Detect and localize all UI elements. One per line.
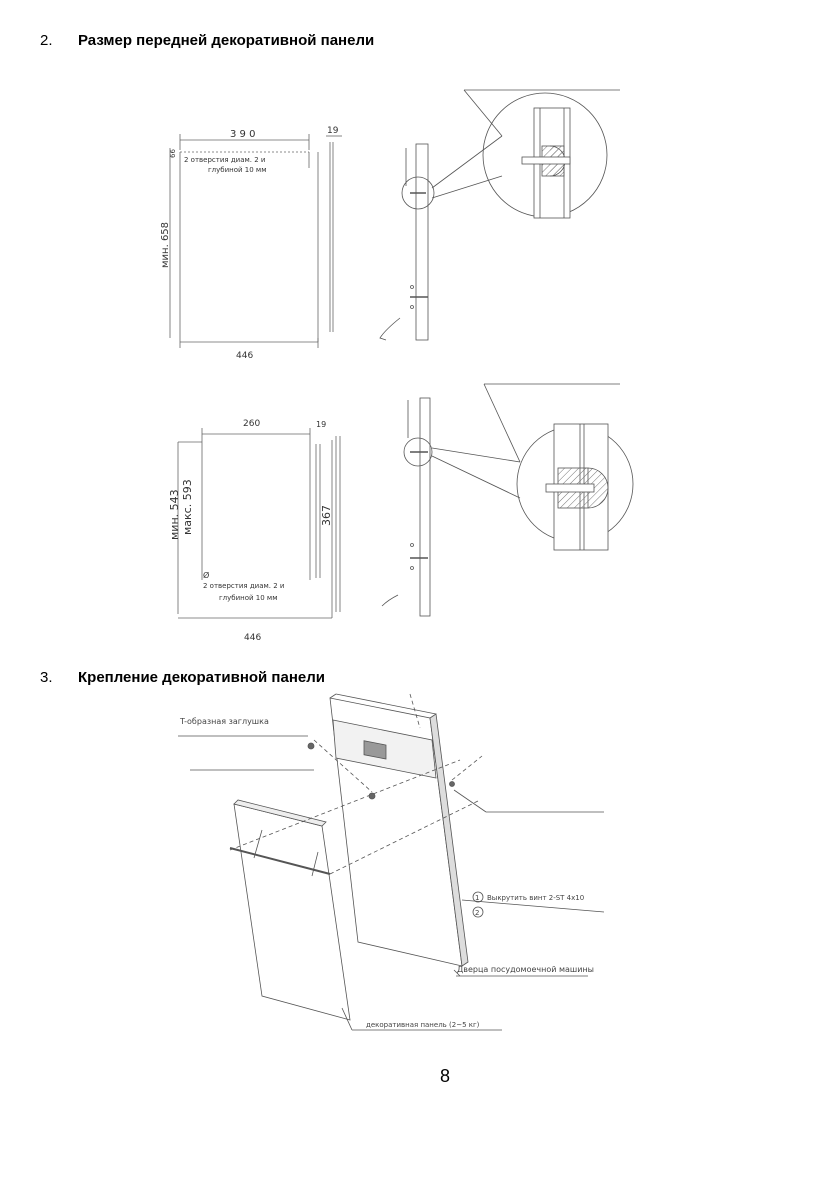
dim-height-min-543: мин. 543 xyxy=(168,489,181,540)
drawing-side-view-top xyxy=(380,90,620,340)
section-number: 2. xyxy=(40,32,53,49)
dim-width-390: 3 9 0 xyxy=(230,129,256,140)
dim-hole-spacing-367: 367 xyxy=(320,505,333,526)
page-number: 8 xyxy=(440,1066,451,1086)
section-title: Размер передней декоративной панели xyxy=(78,32,375,49)
dim-height-min-658: мин. 658 xyxy=(160,221,171,268)
section-title: Крепление декоративной панели xyxy=(78,669,325,686)
dim-height-max-593: макс. 593 xyxy=(181,479,194,535)
drawing-side-view-middle xyxy=(382,384,633,616)
hole-note-line1: 2 отверстия диам. 2 и xyxy=(203,582,285,590)
label-dishwasher-door: Дверца посудомоечной машины xyxy=(457,965,594,974)
dim-offset-66: 66 xyxy=(169,149,177,158)
step-2-number: 2 xyxy=(475,909,480,917)
label-step-1: Выкрутить винт 2-ST 4x10 xyxy=(487,894,585,902)
hole-mark: Ø xyxy=(203,571,210,580)
label-t-plug: T-образная заглушка xyxy=(180,717,269,726)
drawing-mounting-isometric xyxy=(178,694,604,1030)
step-1-number: 1 xyxy=(475,894,480,902)
dim-width-260: 260 xyxy=(243,419,261,429)
hole-note-line1: 2 отверстия диам. 2 и xyxy=(184,156,266,164)
label-decorative-panel: декоративная панель (2~5 кг) xyxy=(366,1021,480,1029)
hole-note-line2: глубиной 10 мм xyxy=(219,594,278,602)
dim-thickness-19: 19 xyxy=(316,420,327,429)
section-number: 3. xyxy=(40,669,53,686)
hole-note-line2: глубиной 10 мм xyxy=(208,166,267,174)
dim-thickness-19: 19 xyxy=(327,126,339,136)
dim-panel-width-446: 446 xyxy=(244,633,262,643)
dim-panel-width-446: 446 xyxy=(236,351,254,361)
